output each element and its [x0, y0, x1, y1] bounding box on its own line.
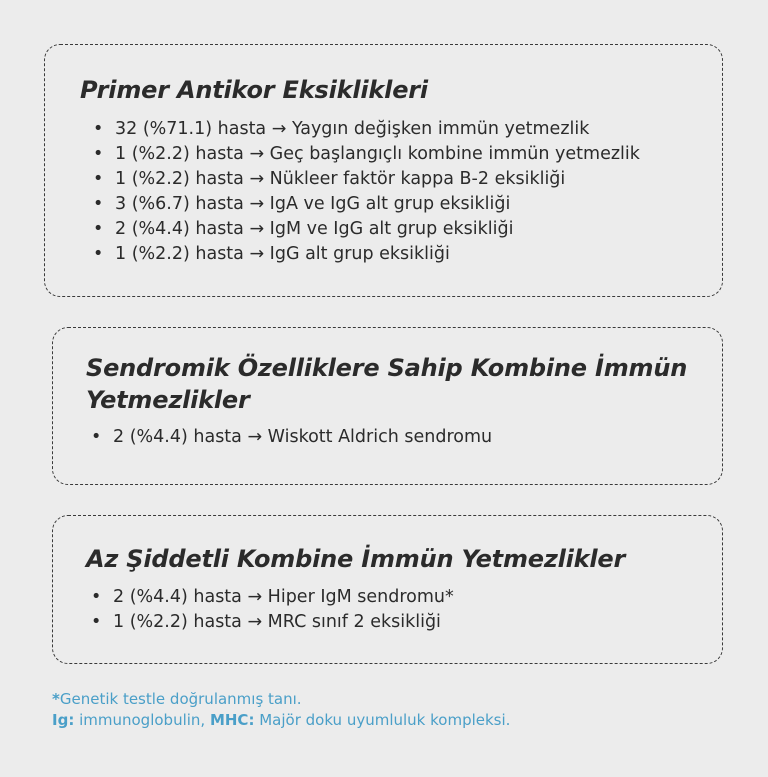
bullet-icon: • [91, 427, 102, 447]
list-item-text: 2 (%4.4) hasta → Wiskott Aldrich sendromu [113, 427, 493, 447]
footnote-genetic [52, 689, 302, 710]
bullet-icon: • [93, 244, 104, 264]
list-item [89, 610, 454, 635]
list-item [91, 167, 640, 192]
section-title: Primer Antikor Eksiklikleri [80, 76, 428, 104]
list-item [91, 217, 640, 242]
list-item-text: 3 (%6.7) hasta → IgA ve IgG alt grup eksikliği [115, 194, 511, 214]
list-item-text: 1 (%2.2) hasta → Nükleer faktör kappa B-2 eksikliği [115, 169, 566, 189]
footnote-abbreviations [52, 710, 510, 731]
bullet-icon: • [93, 119, 104, 139]
abbr-term-ig: Ig: [52, 711, 75, 729]
list-item [91, 242, 640, 267]
list-item-text: 32 (%71.1) hasta → Yaygın değişken immün yetmezlik [115, 119, 590, 139]
section-list [89, 425, 492, 450]
list-item-text: 1 (%2.2) hasta → MRC sınıf 2 eksikliği [113, 612, 441, 632]
bullet-icon: • [91, 587, 102, 607]
list-item [89, 585, 454, 610]
abbr-def-ig: immunoglobulin, [74, 711, 210, 729]
bullet-icon: • [93, 219, 104, 239]
section-card-primer-antikor [44, 44, 723, 297]
bullet-icon: • [93, 144, 104, 164]
section-list [89, 585, 454, 635]
section-title: Az Şiddetli Kombine İmmün Yetmezlikler [86, 545, 626, 573]
section-card-sendromik [52, 327, 723, 485]
bullet-icon: • [91, 612, 102, 632]
list-item-text: 2 (%4.4) hasta → IgM ve IgG alt grup eksikliği [115, 219, 514, 239]
list-item-text: 1 (%2.2) hasta → Geç başlangıçlı kombine immün yetmezlik [115, 144, 640, 164]
section-card-az-siddetli [52, 515, 723, 664]
list-item [91, 192, 640, 217]
list-item-text: 2 (%4.4) hasta → Hiper IgM sendromu* [113, 587, 454, 607]
section-list [91, 117, 640, 267]
asterisk-marker: * [52, 690, 60, 708]
list-item [91, 142, 640, 167]
list-item-text: 1 (%2.2) hasta → IgG alt grup eksikliği [115, 244, 450, 264]
abbr-term-mhc: MHC: [209, 711, 255, 729]
bullet-icon: • [93, 169, 104, 189]
list-item [89, 425, 492, 450]
list-item [91, 117, 640, 142]
abbr-def-mhc: Majör doku uyumluluk kompleksi. [254, 711, 511, 729]
footnote-text: Genetik testle doğrulanmış tanı. [59, 690, 302, 708]
bullet-icon: • [93, 194, 104, 214]
section-title: Sendromik Özelliklere Sahip Kombine İmmün Yetmezlikler [86, 354, 688, 414]
